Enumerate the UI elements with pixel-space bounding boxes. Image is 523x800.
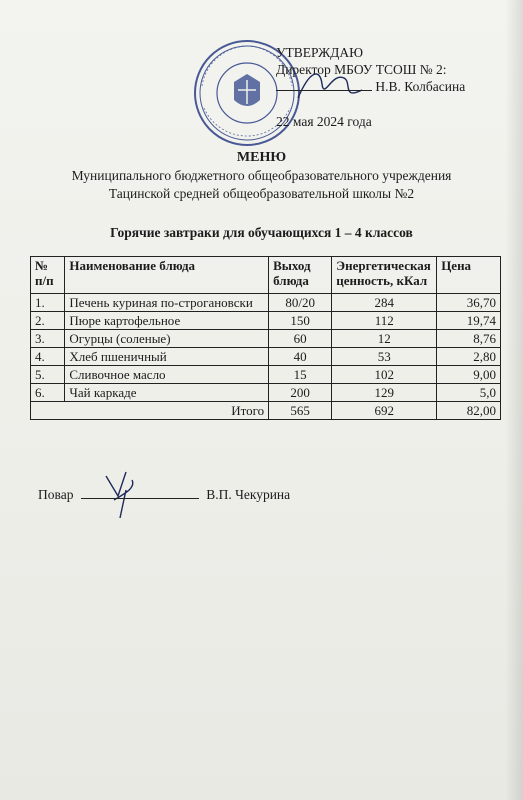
organization-line-1: Муниципального бюджетного общеобразовательного учреждения xyxy=(71,168,452,183)
cell-dish-name: Хлеб пшеничный xyxy=(65,348,269,366)
cell-output: 80/20 xyxy=(269,294,332,312)
cell-number: 6. xyxy=(31,384,65,402)
cell-price: 5,0 xyxy=(437,384,501,402)
header-number: № п/п xyxy=(31,257,65,294)
cell-output: 150 xyxy=(269,312,332,330)
header-output: Выход блюда xyxy=(269,257,332,294)
document-title: МЕНЮ xyxy=(236,150,287,165)
table-row xyxy=(31,294,501,312)
signature-line xyxy=(276,78,372,91)
cook-name: В.П. Чекурина xyxy=(206,487,291,502)
table-row xyxy=(31,312,501,330)
table-row xyxy=(31,384,501,402)
approval-block xyxy=(276,44,465,130)
approval-position: Директор МБОУ ТСОШ № 2: xyxy=(276,62,447,77)
approval-name-line xyxy=(276,78,465,95)
header-energy: Энергетическая ценность, кКал xyxy=(332,257,437,294)
cell-energy: 102 xyxy=(332,366,437,384)
table-row xyxy=(31,330,501,348)
cell-price: 8,76 xyxy=(437,330,501,348)
cell-dish-name: Огурцы (соленые) xyxy=(65,330,269,348)
approval-name: Н.В. Колбасина xyxy=(375,79,466,94)
table-row xyxy=(31,366,501,384)
cell-output: 40 xyxy=(269,348,332,366)
table-row xyxy=(31,348,501,366)
cell-dish-name: Чай каркаде xyxy=(65,384,269,402)
cell-number: 5. xyxy=(31,366,65,384)
cell-dish-name: Сливочное масло xyxy=(65,366,269,384)
total-energy: 692 xyxy=(332,402,437,420)
approval-date: 22 мая 2024 года xyxy=(276,114,372,129)
cell-dish-name: Печень куриная по-строгановски xyxy=(65,294,269,312)
header-price: Цена xyxy=(437,257,501,294)
total-label: Итого xyxy=(31,402,269,420)
menu-table xyxy=(30,256,501,420)
cell-number: 1. xyxy=(31,294,65,312)
cell-number: 3. xyxy=(31,330,65,348)
cell-energy: 112 xyxy=(332,312,437,330)
page-edge-shadow xyxy=(505,0,523,800)
cell-energy: 129 xyxy=(332,384,437,402)
total-output: 565 xyxy=(269,402,332,420)
cell-energy: 284 xyxy=(332,294,437,312)
cell-number: 2. xyxy=(31,312,65,330)
cell-output: 15 xyxy=(269,366,332,384)
cell-output: 200 xyxy=(269,384,332,402)
header-dish-name: Наименование блюда xyxy=(65,257,269,294)
cook-signature-line xyxy=(81,486,199,499)
organization-line-2: Тацинской средней общеобразовательной школы №2 xyxy=(108,186,415,201)
table-header-row xyxy=(31,257,501,294)
total-price: 82,00 xyxy=(437,402,501,420)
cook-line xyxy=(38,486,290,503)
cell-energy: 53 xyxy=(332,348,437,366)
cell-price: 9,00 xyxy=(437,366,501,384)
cook-label: Повар xyxy=(38,487,74,502)
cell-number: 4. xyxy=(31,348,65,366)
approval-heading: УТВЕРЖДАЮ xyxy=(276,45,364,60)
cell-dish-name: Пюре картофельное xyxy=(65,312,269,330)
table-total-row xyxy=(31,402,501,420)
cell-output: 60 xyxy=(269,330,332,348)
cell-energy: 12 xyxy=(332,330,437,348)
menu-subtitle: Горячие завтраки для обучающихся 1 – 4 классов xyxy=(110,225,413,240)
cell-price: 19,74 xyxy=(437,312,501,330)
cell-price: 2,80 xyxy=(437,348,501,366)
cell-price: 36,70 xyxy=(437,294,501,312)
